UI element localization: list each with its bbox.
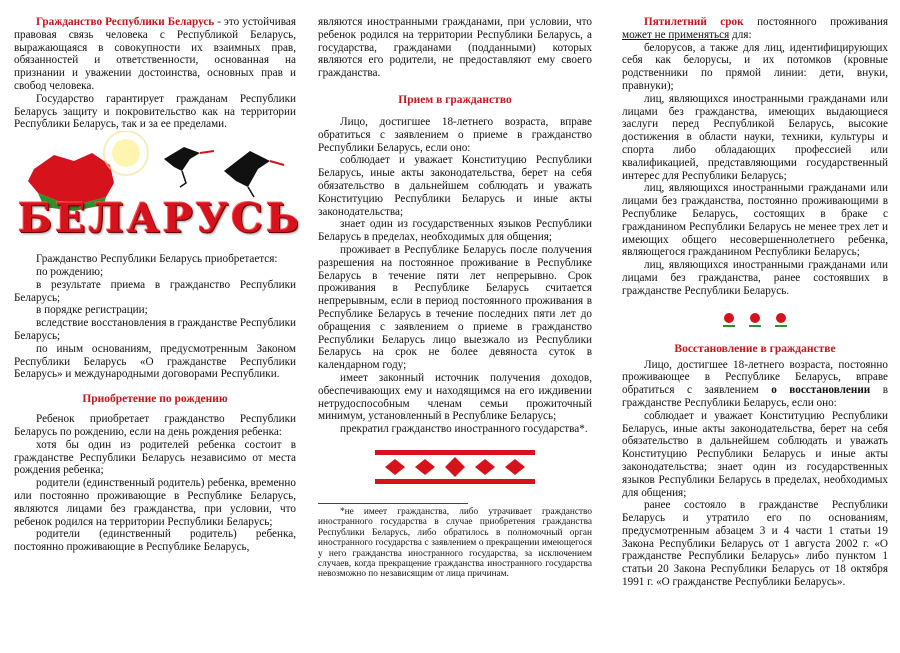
admission-paragraph: Лицо, достигшее 18-летнего возраста, вправе обратиться с заявлением о приеме в гражданство Республики Беларусь, если оно: bbox=[318, 115, 592, 154]
term-item: лиц, являющихся иностранными гражданами или лицами без гражданства, постоянно проживающими в Республике Беларусь, состоящих в браке с гражданином Республики Беларусь не менее трех лет и имеющих общего несовершеннолетнего ребенка, являющегося гражданином Республики Беларусь; bbox=[622, 182, 888, 259]
term-text: постоянного проживания bbox=[743, 16, 888, 28]
acquire-item: по иным основаниям, предусмотренным Законом Республики Беларусь «О гражданстве Республики Беларусь» и международными договорами Республики. bbox=[14, 342, 296, 381]
term-underlined: может не применяться bbox=[622, 28, 730, 41]
admission-paragraph: знает один из государственных языков Республики Беларусь в пределах, необходимых для общения; bbox=[318, 218, 592, 244]
restore-paragraph: ранее состояло в гражданстве Республики Беларусь и утратило его по основаниям, предусмотренным абзацем 3 и 4 части 1 статьи 19 Закона Республики Беларусь от 1 августа 2002 г. «О гражданстве Республики Беларусь» либо пунктом 1 статьи 20 Закона Республики Беларусь от 18 октября 1991 г. «О гражданстве Республики Беларусь». bbox=[622, 499, 888, 589]
belarus-wordmark: БЕЛАРУСЬ bbox=[18, 195, 302, 243]
heading-restore: Восстановление в гражданстве bbox=[674, 342, 836, 355]
acquire-item: в результате приема в гражданство Республики Беларусь; bbox=[14, 278, 296, 304]
acquire-item: вследствие восстановления в гражданстве Республики Беларусь; bbox=[14, 317, 296, 342]
birth-paragraph: родители (единственный родитель) ребенка, постоянно проживающие в Республике Беларусь, bbox=[14, 528, 296, 554]
restore-end: в гражданстве Республики Беларусь, если оно: bbox=[622, 384, 888, 409]
column-left bbox=[14, 16, 302, 653]
term-title: Пятилетний срок bbox=[644, 16, 744, 28]
footnote-divider bbox=[318, 503, 468, 504]
admission-paragraph: проживает в Республике Беларусь после получения разрешения на постоянное проживание в Республике Беларусь в течение пяти лет непрерывно. Срок проживания в Республике Беларусь считается непрерывным, если в период постоянного проживания в Республике Беларусь в течение последних пяти лет до обращения с заявлением о приеме в гражданство Республики Беларусь лицо выезжало из Республики Беларусь на срок не более девяноста суток в календарном году; bbox=[318, 243, 592, 372]
term-item: лиц, являющихся иностранными гражданами или лицами без гражданства, имеющих выдающиеся заслуги перед Республикой Беларусь, высокие достижения в области науки, техники, культуры и спорта либо обладающих профессией или квалификацией, представляющими государственный интерес для Республики Беларусь; bbox=[622, 92, 888, 182]
acquire-item: в порядке регистрации; bbox=[36, 304, 148, 317]
term-item: белорусов, а также для лиц, идентифицирующих себя как белорусы, и их потомков (кровные родственники по прямой линии: дети, внуки, правнуки); bbox=[622, 41, 888, 92]
sun-icon bbox=[112, 139, 140, 167]
intro-text: - это устойчивая правовая связь человека с Республикой Беларусь, выражающаяся в совокупности их взаимных прав, обязанностей и ответственности, основанная на признании и уважении достоинства, основных прав и свобод человека. bbox=[14, 16, 296, 92]
column-middle bbox=[318, 16, 592, 653]
intro-paragraph bbox=[14, 16, 296, 93]
footnote: *не имеет гражданства, либо утрачивает гражданство иностранного государства в случае приобретения гражданства Республики Беларусь, либо обратилось в полномочный орган иностранного государства с заявлением о прекращении имеющегося у него гражданства иностранного государства, за исключением случаев, когда прекращение гражданства иностранного государства невозможно по независящим от лица причинам. bbox=[318, 506, 592, 580]
restore-text: Лицо, достигшее 18-летнего возраста, постоянно проживающее в Республике Беларусь, вправе обратиться с заявлением bbox=[622, 358, 888, 397]
term-paragraph bbox=[622, 16, 888, 42]
admission-paragraph: прекратил гражданство иностранного государства*. bbox=[340, 423, 588, 436]
restore-bold: о восстановлении bbox=[771, 384, 871, 397]
acquire-item: по рождению; bbox=[36, 265, 104, 278]
restore-paragraph: соблюдает и уважает Конституцию Республики Беларусь, иные акты законодательства, берет на себя обязательство в дальнейшем соблюдать и уважать Конституцию Республики Беларусь и иные акты законодательства; знает один из государственных языков Республики Беларусь в пределах, необходимых для общения; bbox=[622, 409, 888, 499]
continuation-paragraph: являются иностранными гражданами, при условии, что ребенок родился на территории Республики Беларусь, а государства, гражданами (подданными) которых являются его родители, не предоставляют ему своего гражданства. bbox=[318, 16, 592, 80]
term-end: для: bbox=[729, 28, 752, 41]
birth-paragraph: Ребенок приобретает гражданство Республики Беларусь по рождению, если на день рождения ребенка: bbox=[14, 413, 296, 438]
ornament-icon bbox=[375, 450, 535, 484]
guarantee-paragraph: Государство гарантирует гражданам Республики Беларусь защиту и покровительство как на территории Республики Беларусь, так и за ее пределами. bbox=[14, 92, 296, 131]
intro-title: Гражданство Республики Беларусь bbox=[36, 16, 215, 28]
ornament bbox=[375, 450, 535, 489]
restore-paragraph bbox=[622, 359, 888, 410]
flower-ornament bbox=[622, 310, 888, 335]
heading-admission: Прием в гражданство bbox=[398, 93, 512, 106]
birth-paragraph: хотя бы один из родителей ребенка состоит в гражданстве Республики Беларусь независимо от места рождения ребенка; bbox=[14, 438, 296, 477]
admission-paragraph: имеет законный источник получения доходов, обеспечивающих ему и находящимся на его иждивении нетрудоспособным членам семьи прожиточный минимум, установленный в Республике Беларусь; bbox=[318, 371, 592, 423]
admission-paragraph: соблюдает и уважает Конституцию Республики Беларусь, иные акты законодательства, берет на себя обязательство в дальнейшем соблюдать и уважать Конституцию Республики Беларусь и иные акты законодательства; bbox=[318, 154, 592, 218]
heading-birth: Приобретение по рождению bbox=[82, 393, 228, 406]
column-right bbox=[622, 16, 888, 653]
birth-paragraph: родители (единственный родитель) ребенка, временно или постоянно проживающие в Республике Беларусь, являются лицами без гражданства, при условии, что ребенок родился на территории Республики Беларусь; bbox=[14, 477, 296, 528]
flower-ornament-icon bbox=[715, 310, 795, 330]
term-item: лиц, являющихся иностранными гражданами или лицами без гражданства, ранее состоявших в гражданстве Республики Беларусь. bbox=[622, 259, 888, 297]
acquire-intro: Гражданство Республики Беларусь приобретается: bbox=[36, 253, 278, 266]
stork-icon-2 bbox=[224, 151, 284, 197]
stork-icon bbox=[164, 147, 214, 187]
belarus-banner bbox=[14, 131, 302, 249]
